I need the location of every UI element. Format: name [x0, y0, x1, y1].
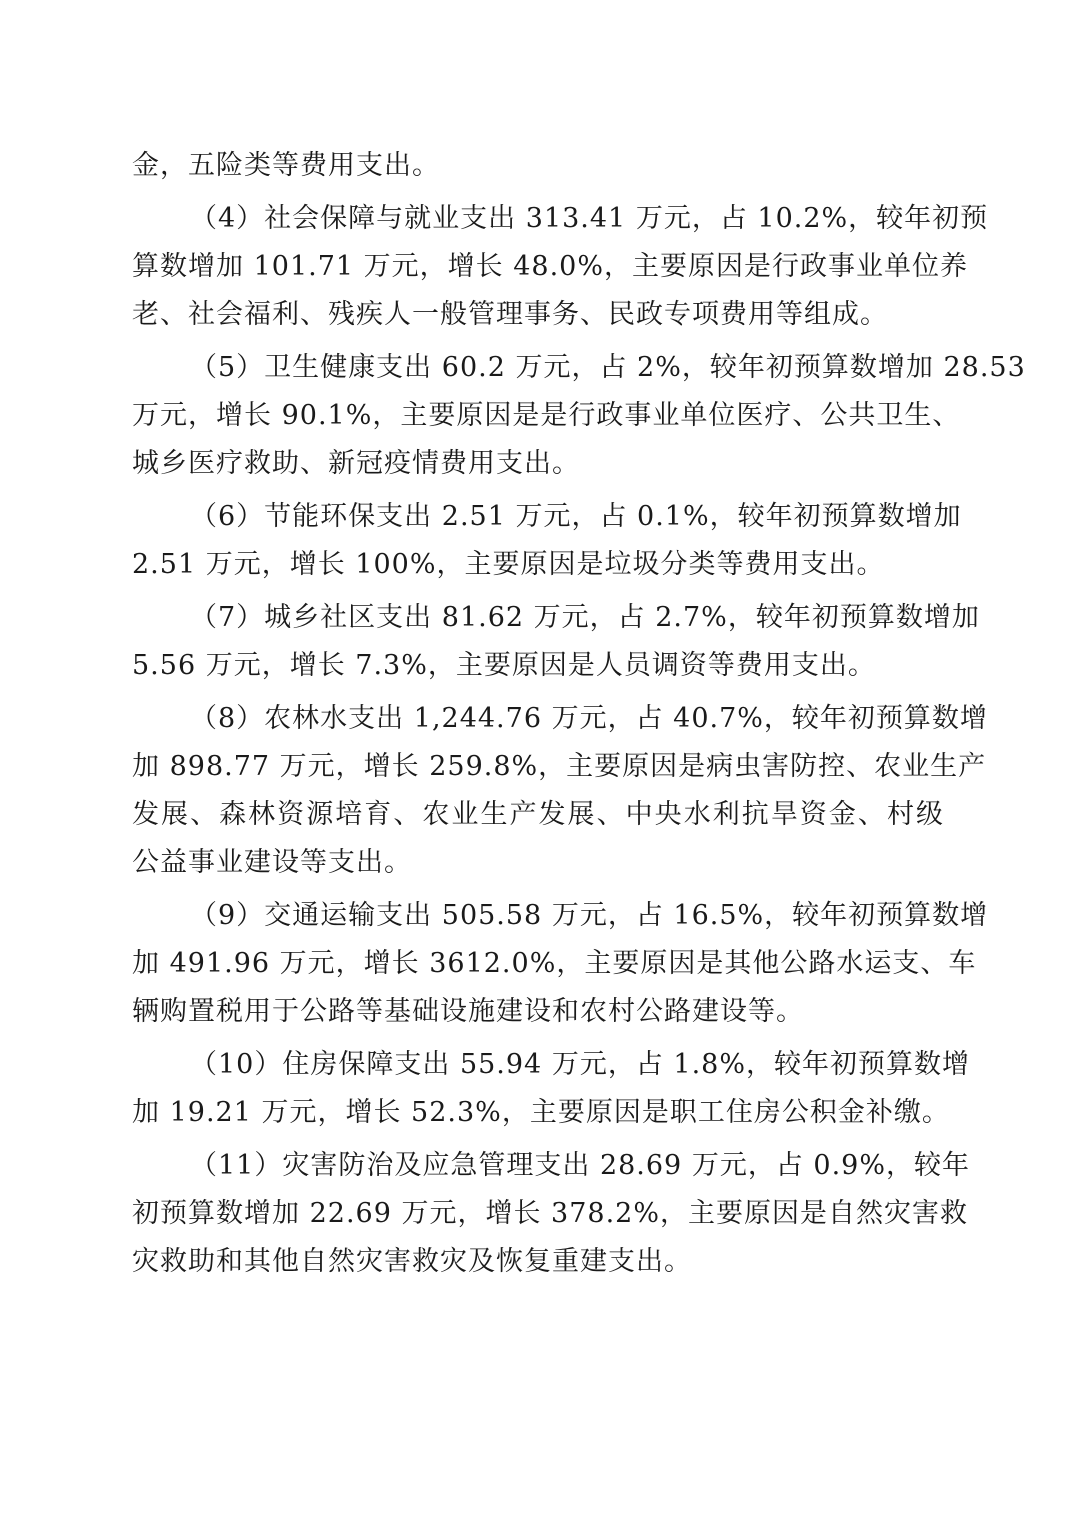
text-line: 公益事业建设等支出。	[132, 847, 412, 878]
text-line: （7）城乡社区支出 81.62 万元，占 2.7%，较年初预算数增加	[190, 602, 980, 633]
text-line: 2.51 万元，增长 100%，主要原因是垃圾分类等费用支出。	[132, 549, 885, 580]
text-line: 发展、森林资源培育、农业生产发展、中央水利抗旱资金、村级	[132, 799, 944, 830]
text-line: （11）灾害防治及应急管理支出 28.69 万元，占 0.9%，较年	[190, 1150, 970, 1181]
paragraph-disaster-prevention	[132, 1142, 970, 1286]
text-line: （10）住房保障支出 55.94 万元，占 1.8%，较年初预算数增	[190, 1049, 970, 1080]
document-page	[132, 142, 1026, 1286]
text-line: 万元，增长 90.1%，主要原因是是行政事业单位医疗、公共卫生、	[132, 400, 961, 431]
text-line: 算数增加 101.71 万元，增长 48.0%，主要原因是行政事业单位养	[132, 251, 968, 282]
text-line: 灾救助和其他自然灾害救灾及恢复重建支出。	[132, 1246, 692, 1277]
text-line: （5）卫生健康支出 60.2 万元，占 2%，较年初预算数增加 28.53	[190, 352, 1026, 383]
text-line: 加 898.77 万元，增长 259.8%，主要原因是病虫害防控、农业生产	[132, 751, 987, 782]
paragraph-social-security	[132, 195, 989, 339]
paragraph-housing	[132, 1041, 970, 1137]
text-line: 加 19.21 万元，增长 52.3%，主要原因是职工住房公积金补缴。	[132, 1097, 950, 1128]
text-line: 辆购置税用于公路等基础设施建设和农村公路建设等。	[132, 996, 804, 1027]
paragraph-health	[132, 344, 1026, 488]
text-line: （4）社会保障与就业支出 313.41 万元，占 10.2%，较年初预	[190, 203, 989, 234]
text-line: 老、社会福利、残疾人一般管理事务、民政专项费用等组成。	[132, 299, 888, 330]
paragraph-transport	[132, 892, 989, 1036]
text-line: （6）节能环保支出 2.51 万元，占 0.1%，较年初预算数增加	[190, 501, 962, 532]
paragraph-agriculture	[132, 695, 988, 887]
paragraph-urban-rural	[132, 594, 980, 690]
text-line: 城乡医疗救助、新冠疫情费用支出。	[132, 448, 580, 479]
text-line: 加 491.96 万元，增长 3612.0%，主要原因是其他公路水运支、车	[132, 948, 977, 979]
text-line: 初预算数增加 22.69 万元，增长 378.2%，主要原因是自然灾害救	[132, 1198, 968, 1229]
paragraph-continuation	[132, 142, 944, 190]
text-line: （9）交通运输支出 505.58 万元，占 16.5%，较年初预算数增	[190, 900, 989, 931]
text-line: 金，五险类等费用支出。	[132, 150, 440, 181]
text-line: 5.56 万元，增长 7.3%，主要原因是人员调资等费用支出。	[132, 650, 876, 681]
paragraph-energy-environment	[132, 493, 962, 589]
text-line: （8）农林水支出 1,244.76 万元，占 40.7%，较年初预算数增	[190, 703, 988, 734]
